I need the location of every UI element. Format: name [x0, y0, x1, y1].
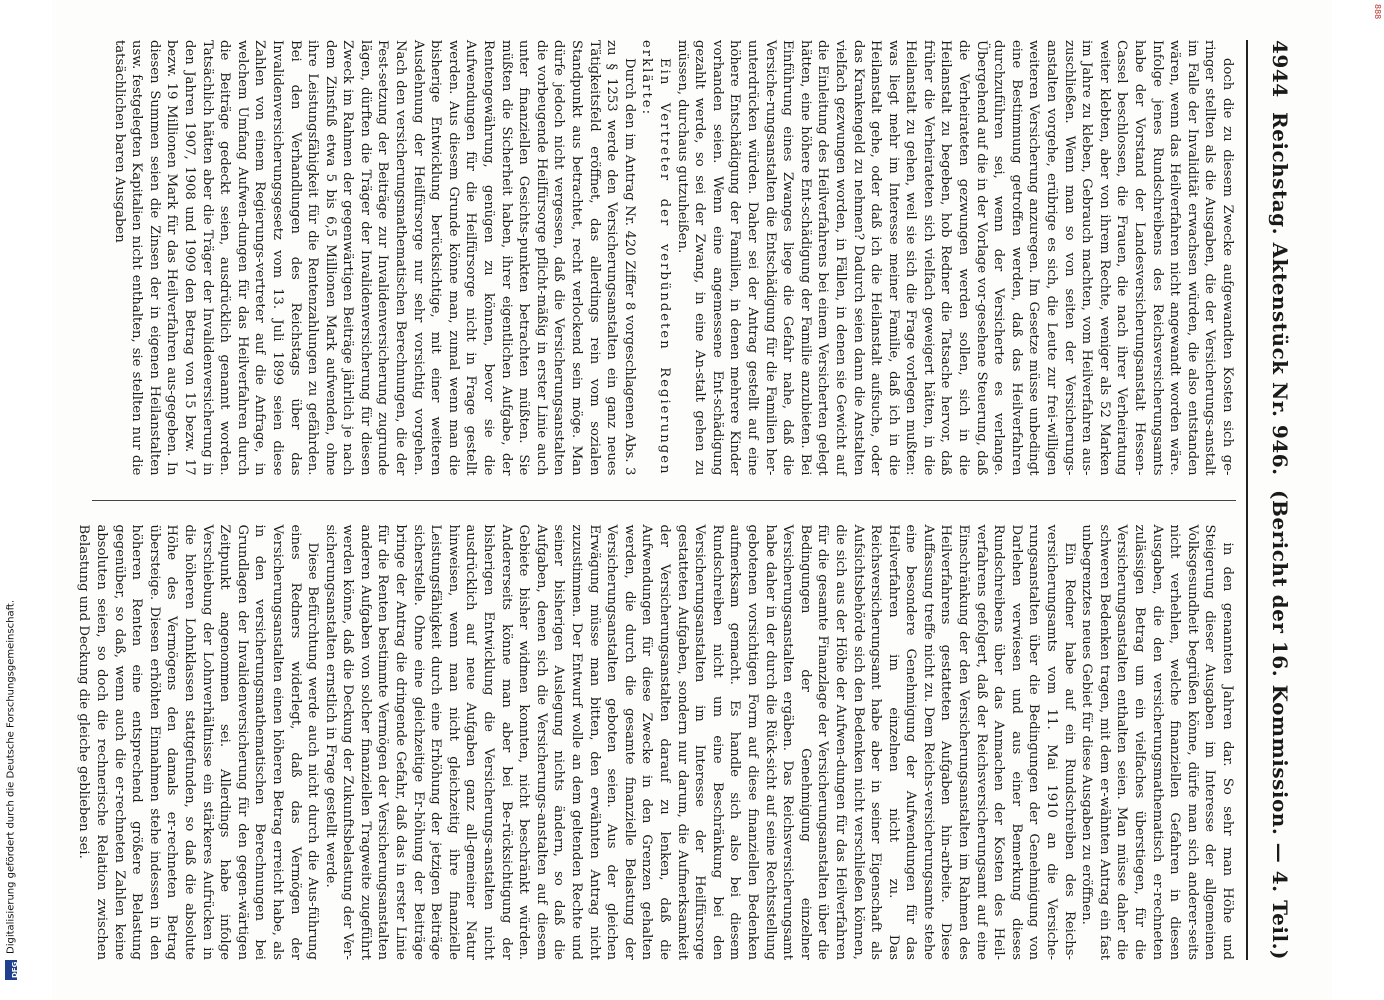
header-rule [1246, 40, 1248, 960]
column-left [92, 40, 1236, 476]
running-head [1252, 40, 1292, 960]
document-page [52, 0, 1332, 1000]
paragraph: in den genannten Jahren dar. So sehr man Höhe und Steigerung dieser Ausgaben im Interesse der allgemeinen Volksgesundheit begrüßen könne, dürfe man sich anderer-seits nicht verhehlen, welche finanziellen Gefahren in diesen Ausgaben, die den versicherungsmathematisch er-rechneten zulässigen Betrag um ein vielfaches überstiegen, für die Versicherungsanstalten enthalten seien. Man müsse daher die schweren Bedenken tragen, mit dem er-wähnten Antrag ein fast unbegrenztes neues Gebiet für diese Ausgaben zu eröffnen. [1079, 524, 1235, 960]
margin-strip [0, 0, 22, 1000]
credit-text: Digitalisierung gefördert durch die Deutsche Forschungsgemeinschaft. [5, 600, 17, 955]
header-section: (Bericht der 16. Kommission. — 4. Teil.) [1268, 490, 1292, 960]
text-columns [76, 40, 1236, 960]
digitization-credit [2, 600, 20, 980]
header-title: Reichstag. Aktenstück Nr. 946. [1268, 112, 1292, 476]
paragraph: Ein Redner habe auf ein Rundschreiben des Reichs-versicherungsamts vom 11. Mai 1910 an die Versiche-rungsanstalten über die Bedingungen der Genehmigung von Darlehen verwiesen und aus einer Bemerkung dieses Rundschreibens über das Anmachen der Kosten des Heil-verfahrens gefolgert, daß der Reichsversicherungsamt auf eine Einschränkung der den Versicherungsanstalten im Rahmen des Heilverfahrens gestatteten Aufgaben hin-arbeite. Diese Auffassung treffe nicht zu. Dem Reichs-versicherungsamte stehe eine besondere Genehmigung der Aufwendungen für das Heilverfahren im einzelnen nicht zu. Das Reichsversicherungsamt habe aber in seiner Eigenschaft als Aufsichtsbehörde sich den Bedenken nicht verschließen können, die sich aus der Höhe der Aufwen-dungen für das Heilverfahren für die gesamte Finanzlage der Versicherungsanstalten über die Bedingungen der Genehmigung einzelner Versicherungsanstalten ergäben. Das Reichsversicherungsamt habe daher in der durch die Rück-sicht auf seine Rechtsstellung gebotenen vorsichtigen Form auf diese finanziellen Bedenken aufmerksam gemacht. Es handle sich also bei diesem Rundschreiben nicht um eine Beschränkung bei den Versicherungsanstalten im Interesse der Heilfürsorge gestatteten Aufgaben, sondern nur darum, die Aufmerksamkeit der Versicherungsanstalten darauf zu lenken, daß die Aufwendungen für diese Zwecke in den Grenzen gehalten werden, die durch die gesamte finanzielle Belastung der Versicherungsanstalten geboten seien. Aus der gleichen Erwägung müsse man bitten, den erwähnten Antrag nicht zuzustimmen. Der Entwurf wolle an dem geltenden Rechte und seiner bisherigen Auslegung nichts ändern, so daß die Aufgaben, denen sich die Versicherungs-anstalten auf diesem Gebiete bisher widmen konnten, nicht beschränkt würden. Andererseits könne man aber bei Be-rücksichtigung der bisherigen Entwicklung die Versicherungs-anstalten nicht ausdrücklich auf neue Aufgaben ganz all-gemeiner Natur hinweisen, wenn man nicht gleichzeitig ihre finanzielle Leistungsfähigkeit durch eine Erhöhung der jetzigen Beiträge sicherstelle. Ohne eine gleichzeitige Er-höhung der Beiträge bringe der Antrag die dringende Gefahr, daß das in erster Linie für die Renten bestimmte Vermögen der Versicherungsanstalten anderen Aufgaben von solcher finanziellen Tragweite zugeführt werden könne, daß die Deckung der Zukunftsbelastung der Ver-sicherungsanstalten ernstlich in Frage gestellt werde. [322, 524, 1077, 960]
paragraph: Diese Befürchtung werde auch nicht durch die Aus-führung eines Redners widerlegt, daß das Vermögen der Versicherungsanstalten einen höheren Betrag erreicht habe, als in den versicherungsmathematischen Berechnungen bei Grundlagen der Invalidenversicherung für den gegen-wärtigen Zeitpunkt angenommen sei. Allerdings habe infolge Verschiebung der Lohnverhältnisse ein stärkeres Aufrücken in die höheren Lohnklassen stattgefunden, so daß die absolute Höhe des Vermögens den damals er-rechneten Betrag übersteige. Diesen erhöhten Einnahmen stehe indessen in den höheren Renten eine entsprechend größere Belastung gegenüber, so daß, wenn auch die er-rechneten Zahlen keine absoluten seien, so doch die rechnerische Relation zwischen Belastung und Deckung die gleiche geblieben sei. [76, 524, 321, 960]
dfg-logo: DFG [5, 960, 17, 980]
column-divider [92, 500, 1236, 501]
paragraph: doch die zu diesem Zwecke aufgewandten Kosten sich ge-ringer stellten als die Ausgaben, die der Versicherungs-anstalt im Falle der Invalidität erwachsen würden, die also entstanden wären, wenn das Heilverfahren nicht angewandt worden wäre. Infolge jenes Rundschreibens des Reichsversicherungsamts habe der Vorstand der Landesversicherungsanstalt Hessen-Cassel beschlossen, die Frauen, die nach ihrer Verheiratung weiter klebten, aber von ihrem Rechte, weniger als 52 Marken im Jahre zu kleben, Gebrauch machten, vom Heilverfahren aus-zuschließen. Wenn man so von seiten der Versicherungs-anstalten vorgehe, erübrige es sich, die Leute zur frei-willigen weiteren Versicherung anzuregen. Im Gesetze müsse unbedingt eine Bestimmung getroffen werden, daß das Heilverfahren durchzuführen sei, wenn der Versicherte es verlange. Übergehend auf die in der Vorlage vor-gesehene Steuerung, daß die Verheirateten gezwungen werden sollen, sich in die Heilanstalt zu begeben, hob Redner die Tatsache hervor, daß früher die Verheirateten sich vielfach geweigert hätten, in die Heilanstalt zu gehen, weil sie sich die Frage vorlegen mußten: was liegt mehr im Interesse meiner Familie, daß ich in die Heilanstalt gehe, oder daß ich die Heilanstalt aufsuche, oder das Krankengeld zu nehmen? Dadurch seien dann die Anstalten vielfach gezwungen worden, in Fällen, in denen sie Gewicht auf die Einleitung des Heilverfahrens bei einem Versicherten gelegt hätten, eine höhere Ent-schädigung der Familie anzubieten. Bei Einführung eines Zwanges liege die Gefahr nahe, daß die Versiche-rungsanstalten die Entschädigung für die Familien her-unterdrücken würden. Daher sei der Antrag gestellt auf eine höhere Entschädigung der Familien, in denen mehrere Kinder vorhanden seien. Wenn eine angemessene Ent-schädigung gezahlt werde, so sei der Zwang, in eine An-stalt gehen zu müssen, durchaus gutzuheißen. [674, 40, 1235, 476]
page-code: 888 [1373, 4, 1382, 20]
column-right [76, 524, 1236, 961]
paragraph: Durch den im Antrag Nr. 420 Ziffer 8 vorgeschlagenen Abs. 3 zu § 1253 werde den Versicherungsanstalten ein ganz neues Tätigkeitsfeld eröffnet, das allerdings rein vom sozialen Standpunkt aus betrachtet, recht verlockend sein möge. Man dürfe jedoch nicht vergessen, daß die Versicherungsanstalten die vorbeugende Heilfürsorge pflicht-mäßig in erster Linie auch unter finanziellen Gesichts-punkten betrachten müßten. Sie müßten die Sicherheit haben, ihrer eigentlichen Aufgabe, der Rentengewährung, genügen zu können, bevor sie die Aufwendungen für die Heilfürsorge nicht in Frage gestellt werden. Aus diesem Grunde könne man, zumal wenn man die bisherige Entwicklung berücksichtige, mit einer weiteren Ausdehnung der Heilfürsorge nur sehr vorsichtig vorgehen. Nach den versicherungsmathematischen Berechnungen, die der Fest-setzung der Beiträge zur Invalidenversicherung zugrunde lägen, dürften die Träger der Invalidenversicherung für diesen Zweck im Rahmen der gegenwärtigen Beiträge jährlich je nach dem Zinsfuß etwa 5 bis 6,5 Millionen Mark aufwenden, ohne ihre Leistungsfähigkeit für die Rentenzahlungen zu gefährden. Bei den Verhandlungen des Reichstags über das Invalidenversicherungsgesetz vom 13. Juli 1899 seien diese Zahlen von einem Regierungs-vertreter auf die Anfrage, in welchem Umfang Aufwen-dungen für das Heilverfahren durch die Beiträge gedeckt seien, ausdrücklich genannt worden. Tatsächlich hätten aber die Träger der Invalidenversicherung in den Jahren 1907, 1908 und 1909 den Betrag von 15 bezw. 17 bezw. 19 Millionen Mark für das Heilverfahren aus-gegeben. In diesen Summen seien die Zinsen der in eigenen Heilanstalten usw. festgelegten Kapitalien nicht enthalten, sie stellten nur die tatsächlichen baren Ausgaben [111, 40, 637, 476]
paragraph-heading: Ein Vertreter der verbündeten Regierungen erklärte: [639, 40, 672, 476]
page-number: 4944 [1268, 40, 1292, 98]
